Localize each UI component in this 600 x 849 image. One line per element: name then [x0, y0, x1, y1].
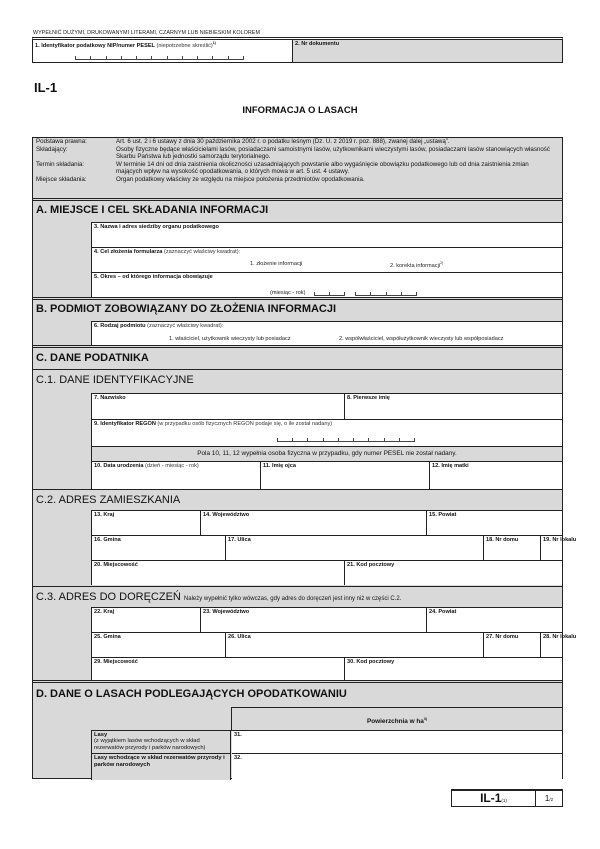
option-submission[interactable]: 1. złożenie informacji	[250, 261, 303, 267]
field-30-postal-code[interactable]: 30. Kod pocztowy	[344, 658, 562, 682]
field-24-county[interactable]: 24. Powiat	[426, 608, 562, 632]
document-number-label: 2. Nr dokumentu	[295, 41, 340, 47]
field-25-commune[interactable]: 25. Gmina	[94, 634, 121, 640]
field-18-house-number[interactable]: 18. Nr domu	[483, 536, 540, 560]
section-b	[33, 297, 562, 347]
field-28-apartment-number[interactable]: 28. Nr lokalu	[540, 633, 562, 657]
section-c3-hint: Należy wypełnić tylko wówczas, gdy adres do doręczeń jest inny niż w części C.2.	[183, 596, 402, 602]
info-legal-basis: Podstawa prawna: Art. 6 ust. 2 i 6 ustawy z dnia 30 października 2002 r. o podatku leśnym (Dz. U. z 2019 r. poz. 888), zwanej dalej „ustawą”.	[36, 138, 450, 145]
info-block	[33, 138, 562, 198]
field-16-commune[interactable]: 16. Gmina	[94, 537, 121, 543]
info-place: Miejsce składania: Organ podatkowy właściwy ze względu na miejsce położenia przedmiotów opodatkowania.	[36, 175, 365, 183]
field-4-purpose	[92, 247, 562, 272]
header-box	[32, 37, 563, 63]
section-b-title: B. PODMIOT ZOBOWIĄZANY DO ZŁOŻENIA INFORMACJI	[36, 303, 337, 315]
field-20-locality[interactable]: 20. Miejscowość	[94, 562, 138, 568]
field-9-label: 9. Identyfikator REGON (w przypadku osób fizycznych REGON podaje się, o ile został nadany)	[94, 421, 333, 427]
field-23-voivodeship[interactable]: 23. Województwo	[200, 608, 426, 632]
section-c3-title: C.3. ADRES DO DORĘCZEŃ Należy wypełnić tylko wówczas, gdy adres do doręczeń jest inny niż w części C.2.	[33, 586, 562, 609]
pesel-note: Pola 10, 11, 12 wypełnia osoba fizyczna w przypadku, gdy numer PESEL nie został nadany.	[197, 450, 457, 457]
section-c1-title: C.1. DANE IDENTYFIKACYJNE	[33, 369, 562, 390]
footer-form-code: IL-1(1)	[452, 791, 536, 806]
month-year-hint: (miesiąc - rok)	[270, 290, 306, 296]
field-6-label: 6. Rodzaj podmiotu (zaznaczyć właściwy kwadrat):	[94, 323, 224, 329]
section-c2-title: C.2. ADRES ZAMIESZKANIA	[33, 489, 562, 510]
section-c	[33, 345, 577, 682]
field-26-street[interactable]: 26. Ulica	[225, 633, 483, 657]
field-3-tax-office[interactable]	[92, 222, 562, 247]
field-17-street[interactable]: 17. Ulica	[225, 536, 483, 560]
field-3-label: 3. Nazwa i adres siedziby organu podatkowego	[94, 224, 219, 230]
option-owner[interactable]: 1. właściciel, użytkownik wieczysty lub posiadacz	[169, 336, 291, 342]
field-21-postal-code[interactable]: 21. Kod pocztowy	[344, 561, 562, 585]
option-correction[interactable]: 2. korekta informacji$^{2)}$	[390, 261, 444, 269]
section-a-title: A. MIEJSCE I CEL SKŁADANIA INFORMACJI	[36, 204, 269, 216]
page-number: 1/2	[544, 794, 554, 803]
field-32-reserve-forests-area[interactable]: 32.	[232, 753, 562, 781]
field-22-country[interactable]: 22. Kraj	[94, 609, 115, 615]
field-7-surname[interactable]: 7. Nazwisko	[94, 395, 126, 401]
field-29-locality[interactable]: 29. Miejscowość	[94, 659, 138, 665]
field-6-entity-type	[92, 321, 562, 347]
row-reserve-forests-label: Lasy wchodzące w skład rezerwatów przyrody i parków narodowych	[92, 753, 231, 780]
field-4-label: 4. Cel złożenia formularza (zaznaczyć właściwy kwadrat):	[94, 249, 241, 255]
field-8-first-name[interactable]: 8. Pierwsze imię	[344, 394, 562, 419]
pesel-note-row	[92, 446, 562, 461]
info-submitter: Składający: Osoby fizyczne będące właścicielami lasów, posiadaczami samoistnymi lasów, użytkownikami wieczystymi lasów, posiadaczami lasów stanowiących własność Skarbu Państwa lub jednostki samorządu terytorialnego.	[36, 145, 550, 161]
row-forests-label: Lasy (z wyjątkiem lasów wchodzących w skład rezerwatów przyrody i parków narodowych)	[92, 730, 231, 753]
field-14-voivodeship[interactable]: 14. Województwo	[200, 511, 426, 535]
area-column-header: Powierzchnia w $ha^{3)}$	[231, 707, 562, 731]
field-9-regon[interactable]	[92, 419, 562, 446]
page-footer	[451, 789, 563, 807]
document-number-field	[293, 40, 562, 62]
field-13-country[interactable]: 13. Kraj	[94, 512, 115, 518]
field-15-county[interactable]: 15. Powiat	[426, 511, 562, 535]
info-deadline: Termin składania: W terminie 14 dni od dnia zaistnienia okoliczności uzasadniających powstanie albo wygaśnięcie obowiązku podatkowego lub od dnia zaistnienia zmian mających wpływ na wysokość opodatkowania, o których mowa w art. 5 ust. 4 ustawy.	[36, 160, 529, 176]
nip-pesel-label: 1. Identyfikator podatkowy NIP/numer PESEL (niepotrzebne skreślić)$^{1)}$	[35, 41, 216, 49]
section-a	[33, 198, 562, 299]
field-12-mother-name[interactable]: 12. Imię matki	[429, 462, 562, 489]
field-10-birth-date[interactable]: 10. Data urodzenia (dzień - miesiąc - rok)	[94, 463, 199, 469]
field-27-house-number[interactable]: 27. Nr domu	[483, 633, 540, 657]
field-5-label: 5. Okres – od którego informacja obowiązuje	[94, 274, 213, 280]
section-d-title: D. DANE O LASACH PODLEGAJĄCYCH OPODATKOWANIU	[36, 688, 347, 700]
nip-digit-boxes[interactable]	[75, 56, 244, 60]
year-boxes[interactable]	[355, 292, 417, 296]
section-c-title: C. DANE PODATNIKA	[36, 352, 149, 364]
nip-pesel-field[interactable]	[33, 40, 293, 62]
form-code: IL-1	[34, 80, 58, 95]
field-11-father-name[interactable]: 11. Imię ojca	[260, 462, 429, 489]
month-boxes[interactable]	[314, 292, 345, 296]
fill-instruction: WYPEŁNIĆ DUŻYMI, DRUKOWANYMI LITERAMI, CZARNYM LUB NIEBIESKIM KOLOREM	[33, 30, 260, 36]
regon-digit-boxes[interactable]	[277, 438, 415, 442]
page-title: INFORMACJA O LASACH	[242, 105, 358, 116]
field-5-period	[92, 272, 562, 299]
field-31-forests-area[interactable]: 31.	[232, 730, 562, 754]
section-d	[33, 680, 562, 778]
option-co-owner[interactable]: 2. współwłaściciel, współużytkownik wieczysty lub współposiadacz	[339, 336, 504, 342]
field-19-apartment-number[interactable]: 19. Nr lokalu	[540, 536, 562, 560]
